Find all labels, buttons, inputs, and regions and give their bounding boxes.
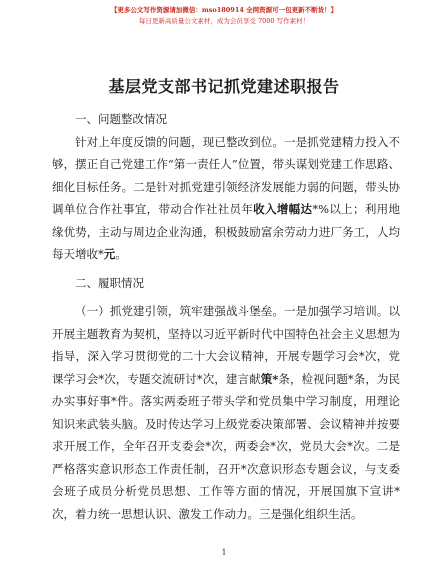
bold-text: 收入增幅达 — [253, 202, 313, 216]
page-number: 1 — [221, 548, 227, 557]
paragraph-duties — [52, 300, 400, 525]
paragraph-text: 条，检视问题*条，为民办实事好事*件。落实两委班子带头学和党员集中学习制度，用理论知识来武装头脑。及时传达学习上级党委决策部署、会议精神并按要求开展工作，全年召开支委会*次，两委会*次，党员大会*次。二是严格落实意识形态工作责任制，召开*次意识形态专题会议，与支委会班子成员分析党员思想、工作等方面的情况，开展国旗下宣讲*次，着力统一思想认识、激发工作动力。三是强化组织生活。 — [52, 371, 401, 521]
paragraph-issue-rectification — [52, 131, 400, 266]
paragraph-text: 针对上年度反馈的问题，现已整改到位。一是抓党建精力投入不够，摆正自己党建工作“第一责任人”位置，带头谋划党建工作思路、细化目标任务。二是针对抓党建引领经济发展能力弱的问题，带头协调单位合作社事宜，带动合作社社员年 — [52, 134, 400, 216]
document-title: 基层党支部书记抓党建述职报告 — [108, 77, 340, 96]
bold-text: 元 — [103, 247, 116, 261]
promo-line-2: 每日更新高质量公文素材，成为会员享受 7000 写作素材！ — [138, 17, 310, 25]
promo-line-1: 【更多公文写作资源请加微信：mso180914 全网资源可一包更新不断货！】 — [110, 6, 338, 14]
paragraph-text: 。 — [115, 247, 127, 261]
paragraph-text: *%以上；利用地缘优势，主动与周边企业沟通，积极鼓励富余劳动力进厂务工，人均每天增收* — [52, 202, 401, 261]
bold-text: 策* — [260, 371, 279, 386]
promo-banner — [0, 6, 448, 26]
paragraph-text: （一）抓党建引领，筑牢建强战斗堡垒。一是加强学习培训。以开展主题教育为契机，坚持以习近平新时代中国特色社会主义思想为指导，深入学习贯彻党的二十大会议精神，开展专题学习会*次，党课学习会*次，专题交流研讨*次，建言献 — [52, 304, 400, 386]
section-heading-1: 一、问题整改情况 — [75, 112, 167, 126]
section-heading-2: 二、履职情况 — [75, 275, 144, 290]
document-body — [52, 108, 400, 525]
